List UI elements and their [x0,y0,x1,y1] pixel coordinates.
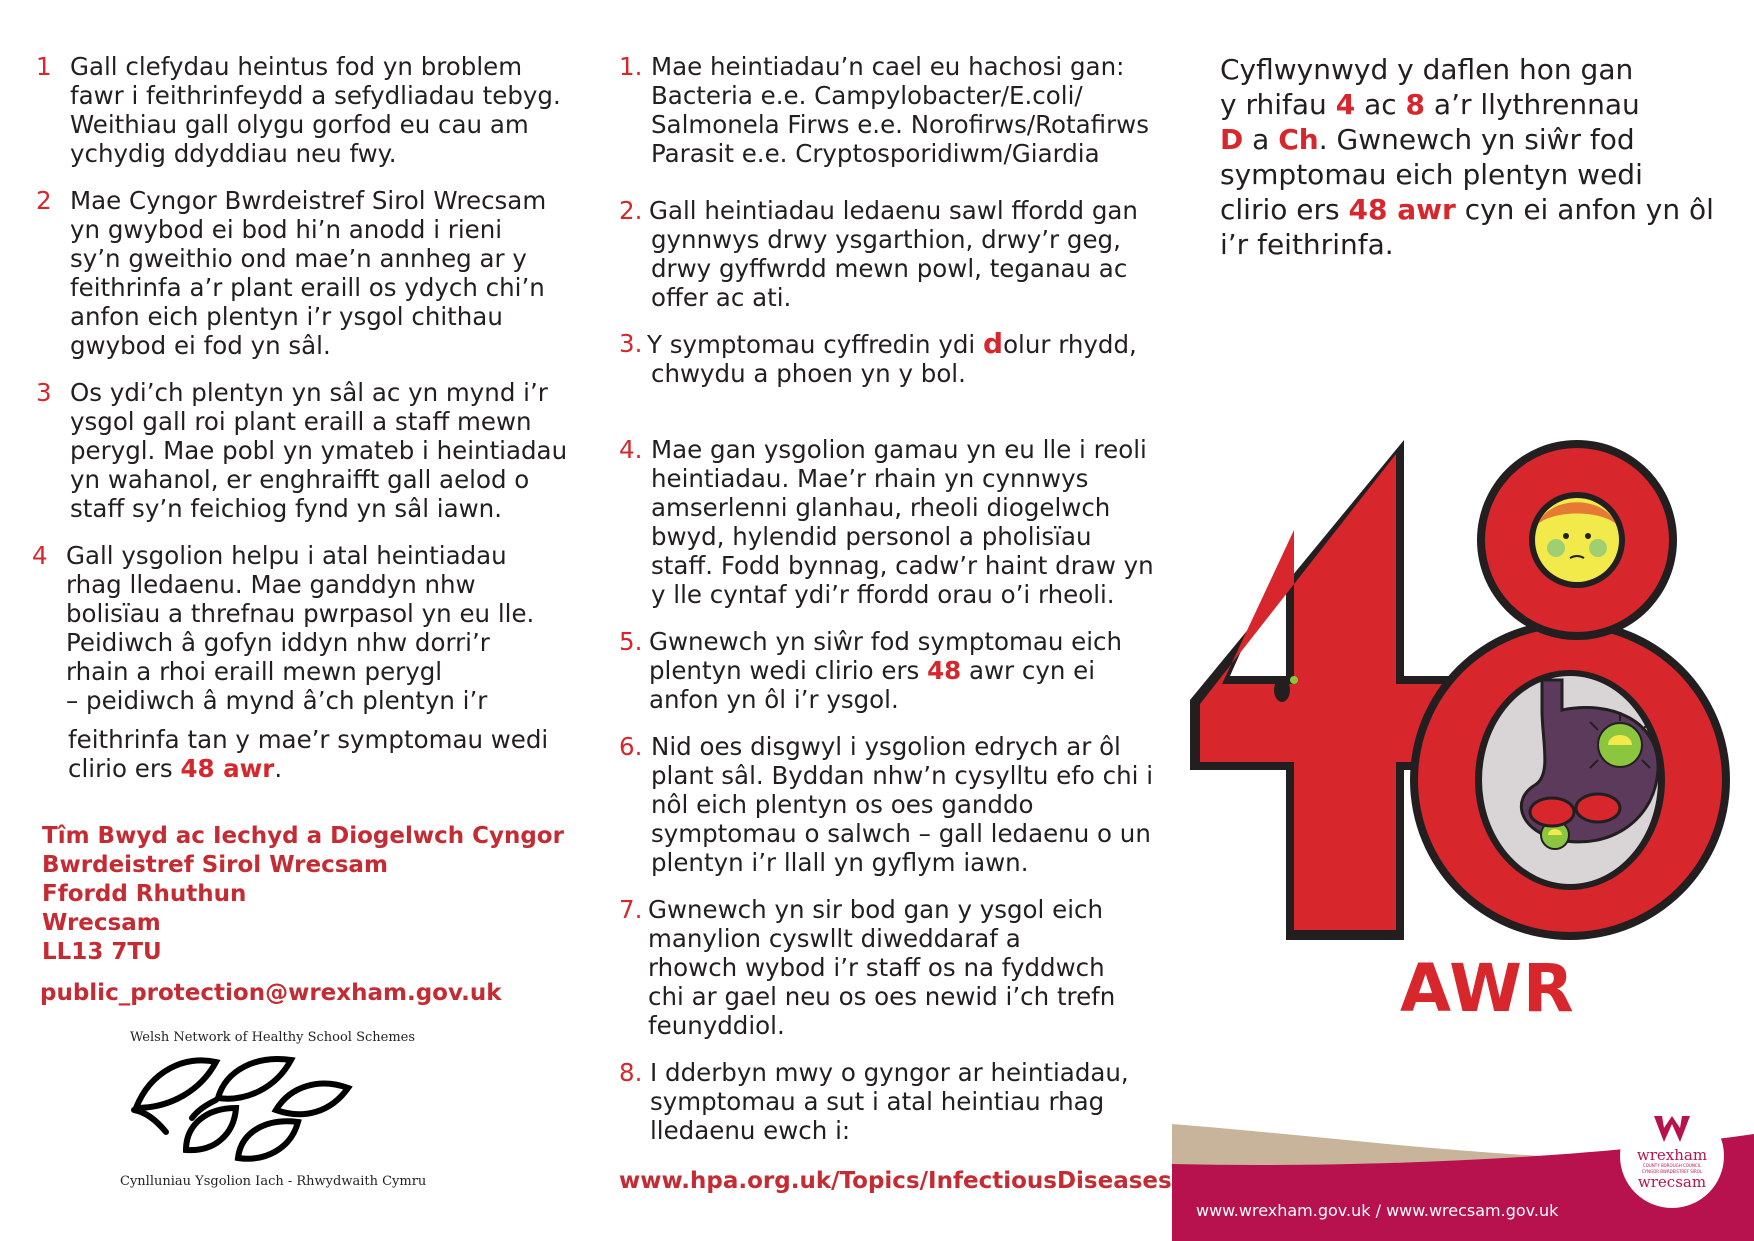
text-line [68,754,556,783]
text-fragment: . [274,754,283,783]
text-line: offer ac ati. [651,283,792,312]
highlight-8: 8 [1405,88,1426,121]
text-line: chi ar gael neu os oes newid i’ch trefn [648,982,1116,1011]
text-line [1220,87,1714,122]
address-line: Bwrdeistref Sirol Wrecsam [42,852,388,878]
logo-text-wrecsam: wrecsam [1637,1173,1707,1191]
text-line: Bacteria e.e. Campylobacter/E.coli/ [651,81,1083,110]
hpa-link[interactable]: www.hpa.org.uk/Topics/InfectiousDiseases [619,1168,1172,1194]
wrexham-crest-icon [1652,1114,1692,1144]
text-line: plentyn i’r llall yn gyflym iawn. [651,848,1029,877]
address-line: Ffordd Rhuthun [42,881,247,907]
col2-item-4 [619,435,1154,609]
column-1 [32,52,568,783]
text-line: Gwnewch yn sir bod gan y ysgol eich [648,895,1104,924]
address-line: Tîm Bwyd ac Iechyd a Diogelwch Cyngor [42,823,564,849]
highlight-d: D [1220,123,1244,156]
intro-text [1220,52,1714,262]
logo-text-council: COUNTY BOROUGH COUNCIL [1642,1163,1702,1168]
text-line: anfon yn ôl i’r ysgol. [649,685,899,714]
text-line: ychydig ddyddiau neu fwy. [70,139,397,168]
text-line: Os ydi’ch plentyn yn sâl ac yn mynd i’r [70,378,548,407]
text-line: staff sy’n feichiog fynd yn sâl iawn. [70,494,502,523]
col2-item-1 [619,52,1149,168]
text-fragment: clirio ers [68,754,181,783]
item-number: 6. [619,732,643,761]
text-line: Mae heintiadau’n cael eu hachosi gan: [651,52,1125,81]
text-line: Cyflwynwyd y daflen hon gan [1220,53,1634,86]
wrexham-logo [1620,1104,1724,1208]
text-line: feithrinfa tan y mae’r symptomau wedi [68,725,549,754]
text-line: Gall clefydau heintus fod yn broblem [70,52,523,81]
item-number: 7. [619,895,643,924]
text-line: Peidiwch â gofyn iddyn nhw dorri’r [66,628,490,657]
address-block [42,822,564,967]
text-line: fawr i feithrinfeydd a sefydliadau tebyg. [70,81,561,110]
text-line: yn gwybod ei bod hi’n anodd i rieni [70,215,503,244]
text-line [1220,192,1714,227]
text-line: Gall ysgolion helpu i atal heintiadau [66,541,507,570]
text-fragment: clirio ers [1220,193,1349,226]
footer-url[interactable]: www.wrexham.gov.uk / www.wrecsam.gov.uk [1196,1201,1559,1220]
text-line [647,329,1139,359]
awr-heading: AWR [1400,950,1575,1027]
text-line: rhag lledaenu. Mae ganddyn nhw [66,570,476,599]
text-line: drwy gyffwrdd mewn powl, teganau ac [651,254,1128,283]
text-fragment: olur rhydd, [1003,330,1137,359]
col2-item-2 [619,196,1139,312]
highlight-48-awr: 48 awr [180,754,275,783]
network-caption-top: Welsh Network of Healthy School Schemes [130,1030,416,1045]
text-line: Gwnewch yn siŵr fod symptomau eich [649,627,1123,656]
item-number: 2. [619,196,643,225]
text-fragment: plentyn wedi clirio ers [649,656,928,685]
text-line: feithrinfa a’r plant eraill os ydych chi’n [70,273,545,302]
big-48-illustration [1190,440,1730,940]
text-fragment: y rhifau [1220,88,1336,121]
text-line: sy’n gweithio ond mae’n annheg ar y [70,244,527,273]
col2-item-8 [619,1058,1139,1145]
col2-item-5 [619,627,1139,714]
item-number: 4 [32,541,48,570]
text-line: symptomau eich plentyn wedi [1220,158,1643,191]
col2-item-6 [619,732,1154,877]
text-line: nôl eich plentyn os oes ganddo [651,790,1034,819]
column-2 [619,52,1154,1145]
text-fragment: a’r llythrennau [1425,88,1640,121]
logo-text-wrexham: wrexham [1636,1146,1708,1164]
item-number: 8. [619,1058,643,1087]
item-number: 4. [619,435,643,464]
text-line: symptomau a sut i atal heintiau rhag [650,1087,1105,1116]
text-line: Salmonela Firws e.e. Norofirws/Rotafirws [651,110,1149,139]
highlight-ch: Ch [1278,123,1319,156]
leaf-logo-icon [126,1050,358,1170]
text-line: symptomau o salwch – gall ledaenu o un [651,819,1151,848]
text-line: bwyd, hylendid personol a pholisïau [651,522,1092,551]
text-line: Gall heintiadau ledaenu sawl ffordd gan [649,196,1138,225]
logo-text-cyngor: CYNGOR BWRDEISTREF SIROL [1641,1169,1703,1174]
text-line: rhain a rhoi eraill mewn perygl [66,657,443,686]
text-line: chwydu a phoen yn y bol. [651,359,966,388]
text-line: Mae gan ysgolion gamau yn eu lle i reoli [651,435,1147,464]
highlight-48-awr: 48 awr [1348,193,1456,226]
text-line: gynnwys drwy ysgarthion, drwy’r geg, [651,225,1121,254]
col2-item-3 [619,329,1139,388]
text-line: I dderbyn mwy o gyngor ar heintiadau, [650,1058,1129,1087]
text-line: yn wahanol, er enghraifft gall aelod o [70,465,530,494]
text-line: – peidiwch â mynd â’ch plentyn i’r [66,686,488,715]
item-number: 2 [36,186,52,215]
text-line: i’r feithrinfa. [1220,228,1394,261]
text-line: Parasit e.e. Cryptosporidiwm/Giardia [651,139,1100,168]
highlight-d: d [983,327,1004,360]
col1-item-4 [32,541,552,715]
item-number: 1 [36,52,52,81]
text-line [1220,122,1714,157]
col1-item-4-continued [36,725,556,783]
text-line: bolisïau a threfnau pwrpasol yn eu lle. [66,599,535,628]
highlight-4: 4 [1335,88,1356,121]
text-line: feunyddiol. [648,1011,785,1040]
text-line: y lle cyntaf ydi’r ffordd orau o’i rheoli. [651,580,1115,609]
text-line: Nid oes disgwyl i ysgolion edrych ar ôl [651,732,1121,761]
text-line: amserlenni glanhau, rheoli diogelwch [651,493,1111,522]
text-line: staff. Fodd bynnag, cadw’r haint draw yn [651,551,1154,580]
text-line: anfon eich plentyn i’r ysgol chithau [70,302,503,331]
email-link[interactable]: public_protection@wrexham.gov.uk [40,980,502,1006]
text-line: lledaenu ewch i: [650,1116,851,1145]
text-fragment: . Gwnewch yn siŵr fod [1318,123,1635,156]
item-number: 3 [36,378,52,407]
text-fragment: awr cyn ei [961,656,1096,685]
network-caption-bottom: Cynlluniau Ysgolion Iach - Rhwydwaith Cymru [120,1174,427,1189]
text-line: Mae Cyngor Bwrdeistref Sirol Wrecsam [70,186,547,215]
item-number: 3. [619,329,643,358]
text-fragment: ac [1355,88,1406,121]
address-line: LL13 7TU [42,939,162,965]
text-line [649,656,1139,685]
text-line: manylion cyswllt diweddaraf a [648,924,1021,953]
text-line: plant sâl. Byddan nhw’n cysylltu efo chi i [651,761,1154,790]
col1-item-3 [36,378,568,523]
text-fragment: cyn ei anfon yn ôl [1455,193,1714,226]
text-line: heintiadau. Mae’r rhain yn cynnwys [651,464,1089,493]
text-fragment: a [1243,123,1279,156]
text-fragment: Y symptomau cyffredin ydi [647,330,984,359]
highlight-48: 48 [927,656,962,685]
item-number: 1. [619,52,643,81]
address-line: Wrecsam [42,910,161,936]
col2-item-7 [619,895,1139,1040]
text-line: Weithiau gall olygu gorfod eu cau am [70,110,529,139]
text-line: rhowch wybod i’r staff os na fyddwch [648,953,1105,982]
col1-item-1 [36,52,561,168]
text-line: perygl. Mae pobl yn ymateb i heintiadau [70,436,568,465]
text-line: gwybod ei fod yn sâl. [70,331,331,360]
col1-item-2 [36,186,556,360]
text-line: ysgol gall roi plant eraill a staff mewn [70,407,532,436]
item-number: 5. [619,627,643,656]
